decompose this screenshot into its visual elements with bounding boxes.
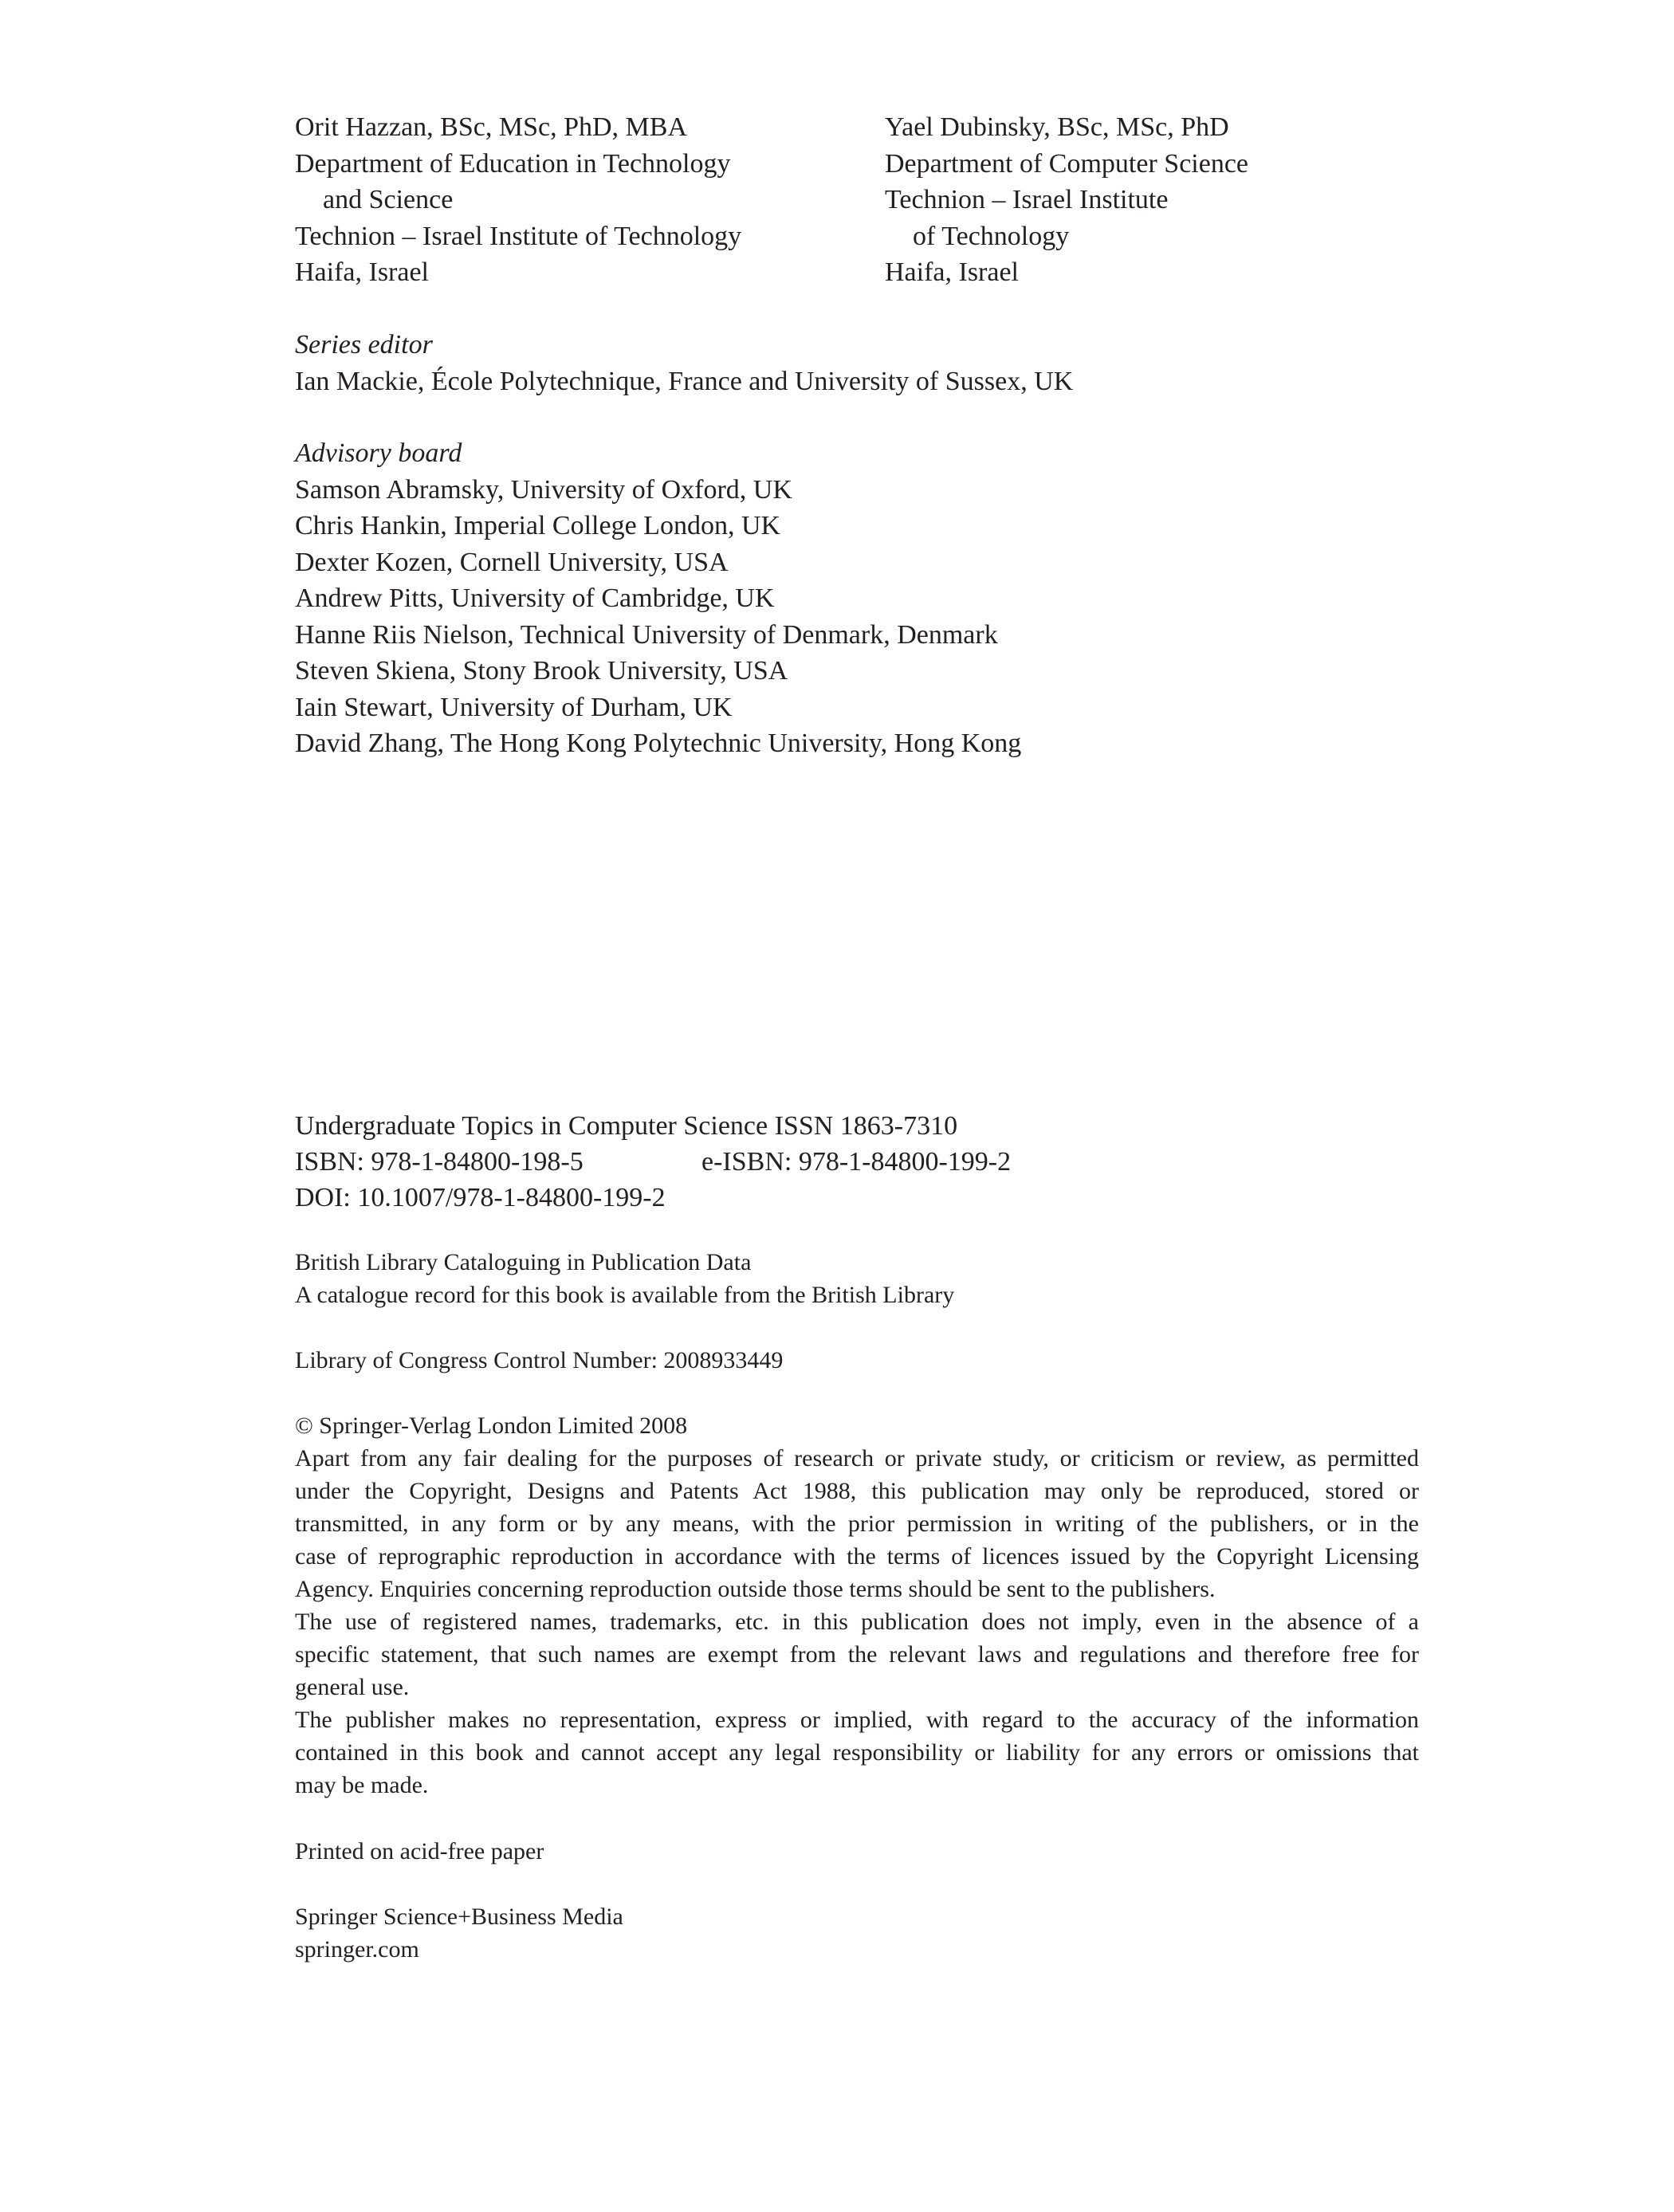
cataloguing-data — [295, 1246, 954, 1311]
board-member: Samson Abramsky, University of Oxford, UK — [295, 474, 792, 505]
board-member: Hanne Riis Nielson, Technical University of Denmark, Denmark — [295, 619, 998, 650]
series-editor-heading: Series editor — [295, 330, 433, 359]
loc-control-number — [295, 1344, 783, 1377]
copyright-line: contained in this book and cannot accept any legal responsibility or liability for any errors or omissions that — [295, 1739, 1419, 1766]
series-editor-section — [295, 327, 1073, 399]
copyright-line: may be made. — [295, 1772, 429, 1798]
copyright-line: transmitted, in any form or by any means, with the prior permission in writing of the publishers, or in the — [295, 1511, 1419, 1537]
copyright-line: case of reprographic reproduction in accordance with the terms of licences issued by the Copyright Licensing — [295, 1543, 1419, 1570]
author-institution-cont: of Technology — [913, 221, 1070, 251]
author-department: Department of Computer Science — [885, 148, 1249, 179]
cataloguing-heading: British Library Cataloguing in Publication Data — [295, 1249, 752, 1275]
advisory-board-section — [295, 435, 1021, 762]
advisory-board-heading: Advisory board — [295, 438, 462, 468]
printed-note — [295, 1835, 544, 1868]
copyright-line: Agency. Enquiries concerning reproduction outside those terms should be sent to the publishers. — [295, 1576, 1216, 1602]
copyright-line: Apart from any fair dealing for the purposes of research or private study, or criticism or review, as permitted — [295, 1445, 1419, 1471]
author-department: Department of Education in Technology — [295, 148, 731, 179]
copyright-line: The use of registered names, trademarks, etc. in this publication does not imply, even in the absence of a — [295, 1609, 1419, 1635]
loc-number: Library of Congress Control Number: 2008933449 — [295, 1347, 784, 1373]
printed-text: Printed on acid-free paper — [295, 1838, 544, 1864]
author-left — [295, 109, 741, 291]
board-member: Dexter Kozen, Cornell University, USA — [295, 547, 729, 577]
isbn: ISBN: 978-1-84800-198-5 — [295, 1147, 584, 1177]
series-editor-name: Ian Mackie, École Polytechnique, France and University of Sussex, UK — [295, 366, 1074, 396]
copyright-text — [295, 1442, 1419, 1801]
board-member: David Zhang, The Hong Kong Polytechnic University, Hong Kong — [295, 729, 1022, 758]
author-name: Yael Dubinsky, BSc, MSc, PhD — [885, 112, 1229, 142]
publisher-website[interactable]: springer.com — [295, 1936, 419, 1963]
board-member: Chris Hankin, Imperial College London, UK — [295, 511, 781, 540]
board-member: Andrew Pitts, University of Cambridge, UK — [295, 583, 775, 613]
author-location: Haifa, Israel — [295, 257, 430, 287]
publication-identifiers — [295, 1108, 1012, 1216]
author-location: Haifa, Israel — [885, 257, 1020, 287]
cataloguing-note: A catalogue record for this book is available from the British Library — [295, 1282, 955, 1308]
copyright-line: The publisher makes no representation, express or implied, with regard to the accuracy of the information — [295, 1707, 1419, 1733]
author-institution: Technion – Israel Institute — [885, 185, 1169, 214]
author-right — [885, 109, 1248, 291]
series-issn: Undergraduate Topics in Computer Science ISSN 1863-7310 — [295, 1111, 958, 1141]
board-member: Steven Skiena, Stony Brook University, USA — [295, 656, 788, 686]
isbn-row — [295, 1144, 1012, 1180]
copyright-holder: © Springer-Verlag London Limited 2008 — [295, 1412, 688, 1439]
copyright-notice — [295, 1409, 1419, 1801]
publisher-name: Springer Science+Business Media — [295, 1904, 623, 1930]
author-name: Orit Hazzan, BSc, MSc, PhD, MBA — [295, 112, 688, 142]
author-department-cont: and Science — [323, 185, 454, 214]
publisher-info — [295, 1900, 623, 1966]
doi: DOI: 10.1007/978-1-84800-199-2 — [295, 1183, 666, 1212]
board-member: Iain Stewart, University of Durham, UK — [295, 692, 733, 722]
copyright-line: under the Copyright, Designs and Patents Act 1988, this publication may only be reproduced, stored or — [295, 1478, 1419, 1504]
author-institution: Technion – Israel Institute of Technology — [295, 221, 742, 251]
copyright-line: general use. — [295, 1674, 410, 1700]
e-isbn: e-ISBN: 978-1-84800-199-2 — [701, 1147, 1012, 1177]
copyright-line: specific statement, that such names are exempt from the relevant laws and regulations and therefore free for — [295, 1641, 1419, 1668]
